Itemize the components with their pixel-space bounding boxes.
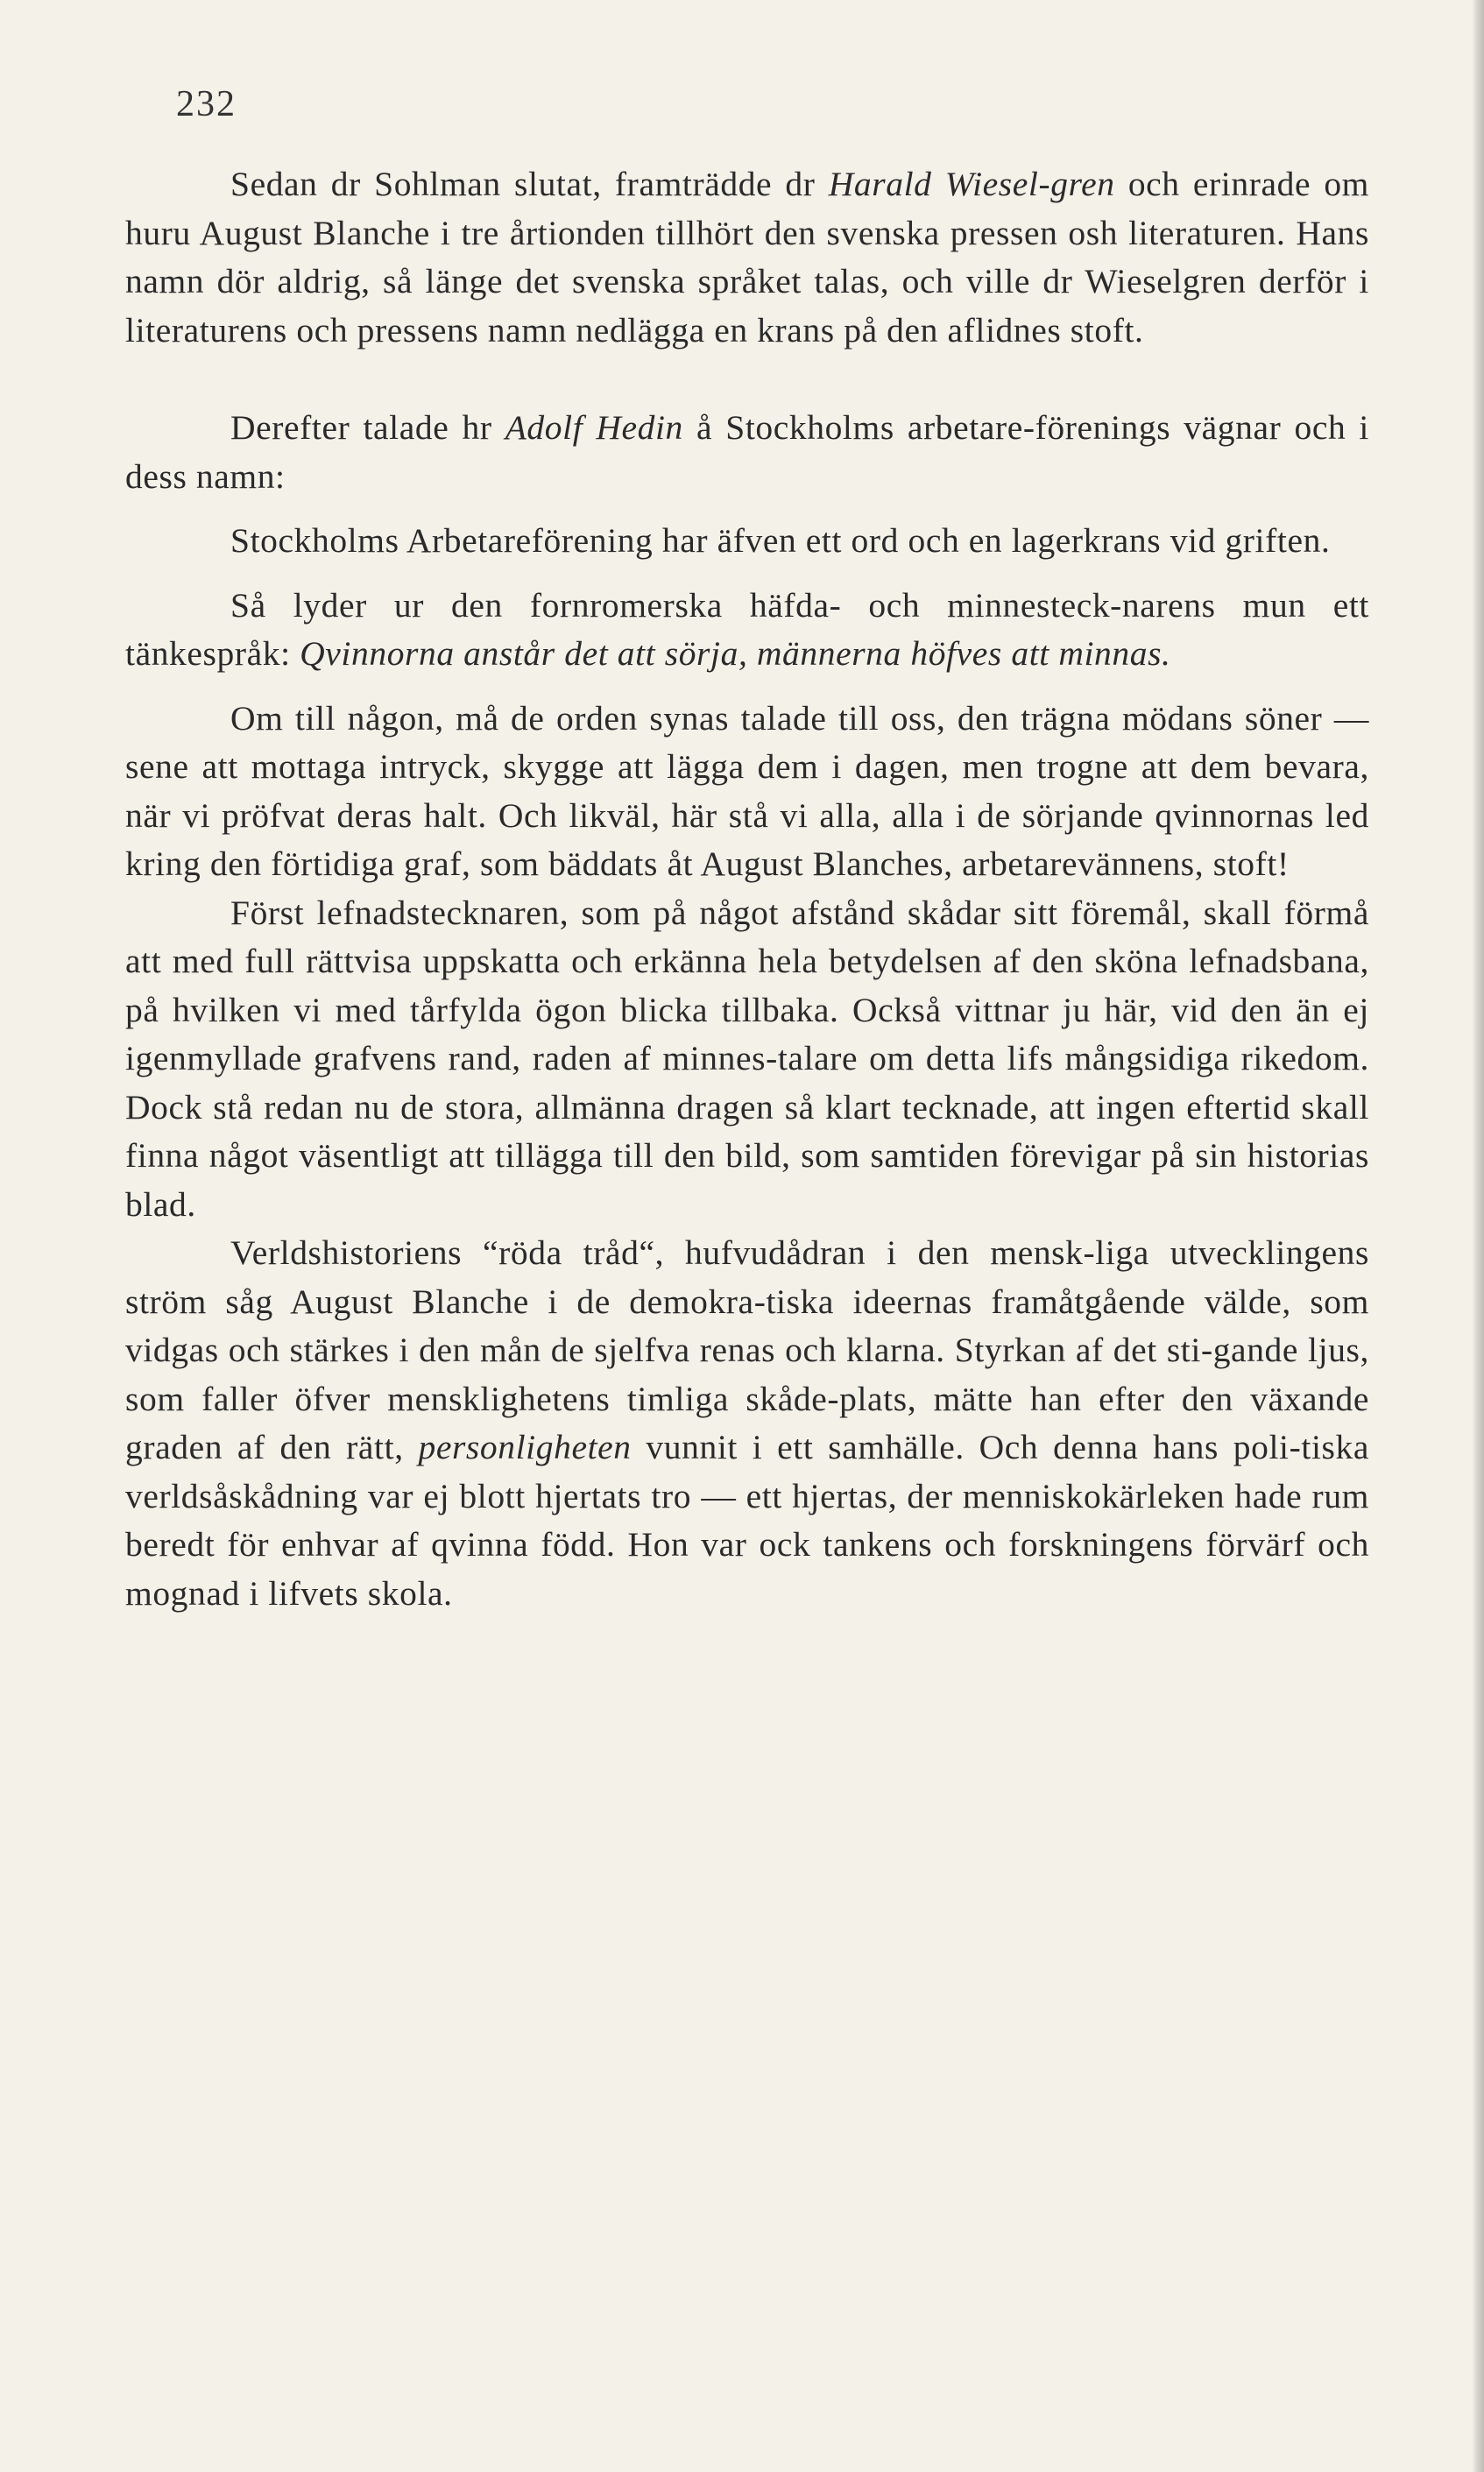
text-segment: vunnit i ett samhälle. Och denna hans poli-tiska verldsåskådning var ej blott hjertats tro — ett hjertas, der menniskokärleken hade rum beredt för enhvar af qvinna född. Hon var ock tankens och forskningens förvärf och mognad i lifvets skola. [125,1428,1369,1613]
text-segment: Först lefnadstecknaren, som på något afstånd skådar sitt föremål, skall förmå att med full rättvisa uppskatta och erkänna hela betydelsen af den sköna lefnadsbana, på hvilken vi med tårfylda ögon blicka tillbaka. Också vittnar ju här, vid den än ej igenmyllade grafvens rand, raden af minnes-talare om detta lifs mångsidiga rikedom. Dock stå redan nu de stora, allmänna dragen så klart tecknade, att ingen eftertid skall finna något väsentligt att tillägga till den bild, som samtiden förevigar på sin historias blad. [125,893,1369,1224]
paragraph-7 [125,1229,1369,1618]
italic-word: personligheten [418,1428,632,1466]
paragraph-3 [125,517,1369,566]
page-edge-shadow [1472,0,1484,2472]
text-segment: Stockholms Arbetareförening har äfven ett ord och en lagerkrans vid griften. [230,521,1331,560]
text-segment: Sedan dr Sohlman slutat, framträdde dr [230,165,829,203]
italic-name: Adolf Hedin [505,408,683,447]
text-segment: Verldshistoriens “röda tråd“, hufvudådran i den mensk-liga utvecklingens ström såg August Blanche i de demokra-tiska ideernas framåtgående välde, som vidgas och stärkes i den mån de sjelfva renas och klarna. Styrkan af det sti-gande ljus, som faller öfver mensklighetens timliga skåde-plats, mätte han efter den växande graden af den rätt, [125,1233,1369,1466]
italic-quote: Qvinnorna anstår det att sörja, männerna höfves att minnas. [300,634,1171,673]
text-segment: Om till någon, må de orden synas talade till oss, den trägna mödans söner — sene att mottaga intryck, skygge att lägga dem i dagen, men trogne att dem bevara, när vi pröfvat deras halt. Och likväl, här stå vi alla, alla i de sörjande qvinnornas led kring den förtidiga graf, som bäddats åt August Blanches, arbetarevännens, stoft! [125,698,1369,883]
text-segment: Derefter talade hr [230,408,505,447]
page-number: 232 [176,84,237,124]
book-page [125,83,1369,1618]
paragraph-1 [125,160,1369,355]
text-segment: och erinrade om huru August Blanche i tre årtionden tillhört den svenska pressen osh literaturen. Hans namn dör aldrig, så länge det svenska språket talas, och ville dr Wieselgren derför i literaturens och pressens namn nedlägga en krans på den aflidnes stoft. [125,165,1370,350]
paragraph-5 [125,695,1369,889]
italic-name: Harald Wiesel-gren [828,165,1115,203]
text-segment: Så lyder ur den fornromerska häfda- och minnesteck-narens mun ett tänkespråk: [125,585,1369,673]
paragraph-4 [125,582,1369,679]
text-segment: å Stockholms arbetare-förenings vägnar och i dess namn: [125,408,1369,496]
paragraph-2 [125,404,1369,501]
paragraph-6 [125,889,1369,1230]
